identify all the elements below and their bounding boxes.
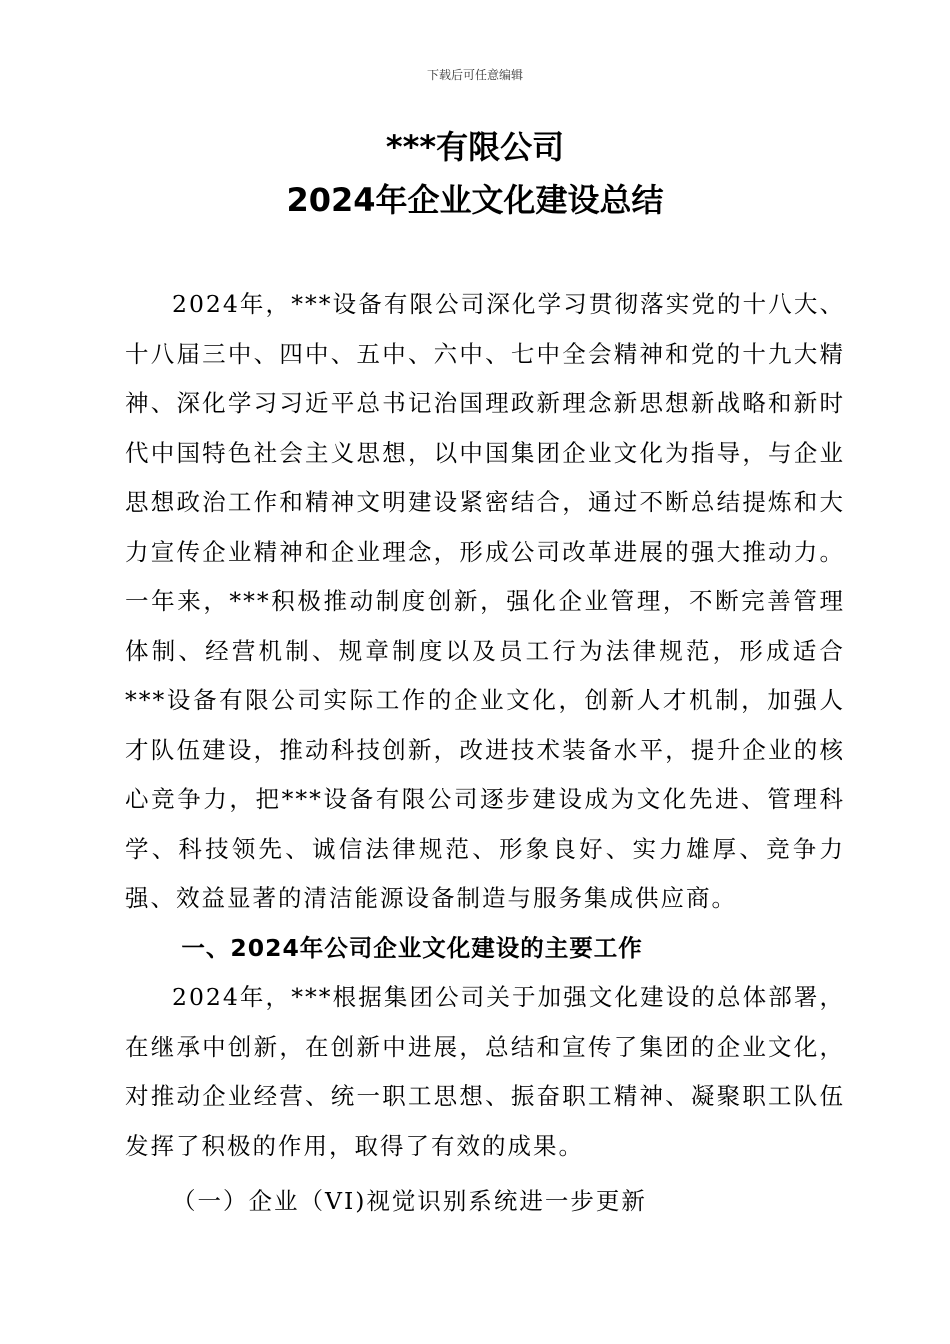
document-body (125, 280, 845, 1227)
header-note: 下载后可任意编辑 (426, 68, 523, 82)
section-heading-1: 一、2024年公司企业文化建设的主要工作 (181, 933, 643, 962)
document-title-company: ***有限公司 (385, 128, 565, 166)
subsection-heading-1: （一）企业（VI)视觉识别系统进一步更新 (172, 1187, 647, 1215)
document-title-main: 2024年企业文化建设总结 (286, 181, 664, 219)
section-1-paragraph: 2024年，***根据集团公司关于加强文化建设的总体部署，在继承中创新，在创新中进展，总结和宣传了集团的企业文化，对推动企业经营、统一职工思想、振奋职工精神、凝聚职工队伍发挥了积极的作用，取得了有效的成果。 (125, 983, 845, 1160)
intro-paragraph: 2024年，***设备有限公司深化学习贯彻落实党的十八大、十八届三中、四中、五中、六中、七中全会精神和党的十九大精神、深化学习习近平总书记治国理政新理念新思想新战略和新时代中国特色社会主义思想，以中国集团企业文化为指导，与企业思想政治工作和精神文明建设紧密结合，通过不断总结提炼和大力宣传企业精神和企业理念，形成公司改革进展的强大推动力。一年来，***积极推动制度创新，强化企业管理，不断完善管理体制、经营机制、规章制度以及员工行为法律规范，形成适合***设备有限公司实际工作的企业文化，创新人才机制，加强人才队伍建设，推动科技创新，改进技术装备水平，提升企业的核心竞争力，把***设备有限公司逐步建设成为文化先进、管理科学、科技领先、诚信法律规范、形象良好、实力雄厚、竞争力强、效益显著的清洁能源设备制造与服务集成供应商。 (125, 290, 845, 912)
